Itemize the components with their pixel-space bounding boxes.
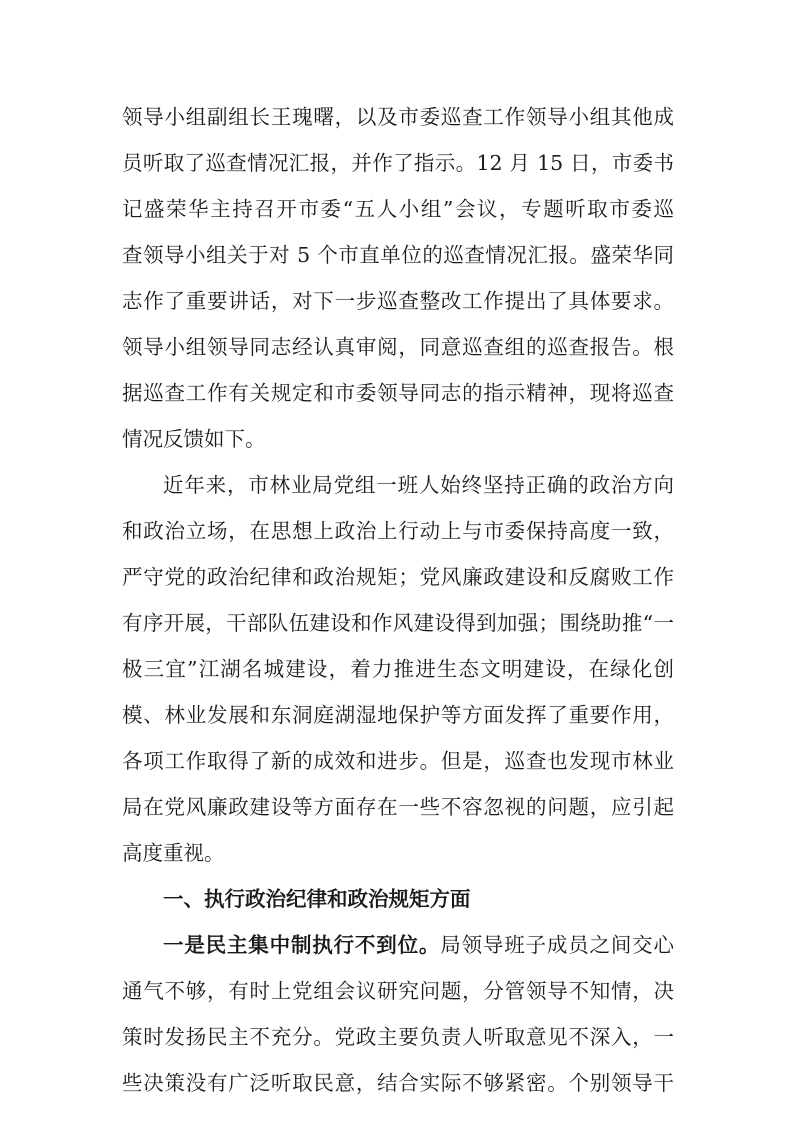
paragraph-3-line-1-text: 局领导班子成员之间交心 [440,933,675,957]
paragraph-1-line-8: 情况反馈如下。 [122,427,266,451]
paragraph-3-line-3: 策时发扬民主不充分。党政主要负责人听取意见不深入，一 [122,1025,674,1049]
paragraph-2-line-7: 各项工作取得了新的成效和进步。但是，巡查也发现市林业 [122,749,674,773]
paragraph-3-line-1 [163,925,674,965]
paragraph-2-line-5: 极三宜”江湖名城建设，着力推进生态文明建设，在绿化创 [122,657,674,681]
paragraph-1-line-7: 据巡查工作有关规定和市委领导同志的指示精神，现将巡查 [122,381,674,405]
paragraph-2-line-4: 有序开展，干部队伍建设和作风建设得到加强；围绕助推“一 [122,611,674,635]
paragraph-1-line-5: 志作了重要讲话，对下一步巡查整改工作提出了具体要求。 [122,289,674,313]
paragraph-1-line-1: 领导小组副组长王瑰曙，以及市委巡查工作领导小组其他成 [122,105,674,129]
paragraph-3-lead: 一是民主集中制执行不到位。 [163,933,441,957]
paragraph-1-line-6: 领导小组领导同志经认真审阅，同意巡查组的巡查报告。根 [122,335,674,359]
section-1-heading: 一、执行政治纪律和政治规矩方面 [163,887,471,911]
paragraph-3-line-4: 些决策没有广泛听取民意，结合实际不够紧密。个别领导干 [122,1071,674,1095]
paragraph-2-line-6: 模、林业发展和东洞庭湖湿地保护等方面发挥了重要作用， [122,703,674,727]
paragraph-2-line-8: 局在党风廉政建设等方面存在一些不容忽视的问题，应引起 [122,795,674,819]
paragraph-2-line-3: 严守党的政治纪律和政治规矩；党风廉政建设和反腐败工作 [122,565,674,589]
paragraph-1-line-3: 记盛荣华主持召开市委“五人小组”会议，专题听取市委巡 [122,197,674,221]
paragraph-1-line-2: 员听取了巡查情况汇报，并作了指示。12 月 15 日，市委书 [122,151,674,175]
paragraph-2-line-2: 和政治立场，在思想上政治上行动上与市委保持高度一致， [122,519,674,543]
paragraph-2-line-9: 高度重视。 [122,841,225,865]
paragraph-3-line-2: 通气不够，有时上党组会议研究问题，分管领导不知情，决 [122,979,674,1003]
paragraph-1-line-4: 查领导小组关于对 5 个市直单位的巡查情况汇报。盛荣华同 [122,243,674,267]
paragraph-2-line-1: 近年来，市林业局党组一班人始终坚持正确的政治方向 [163,473,674,497]
